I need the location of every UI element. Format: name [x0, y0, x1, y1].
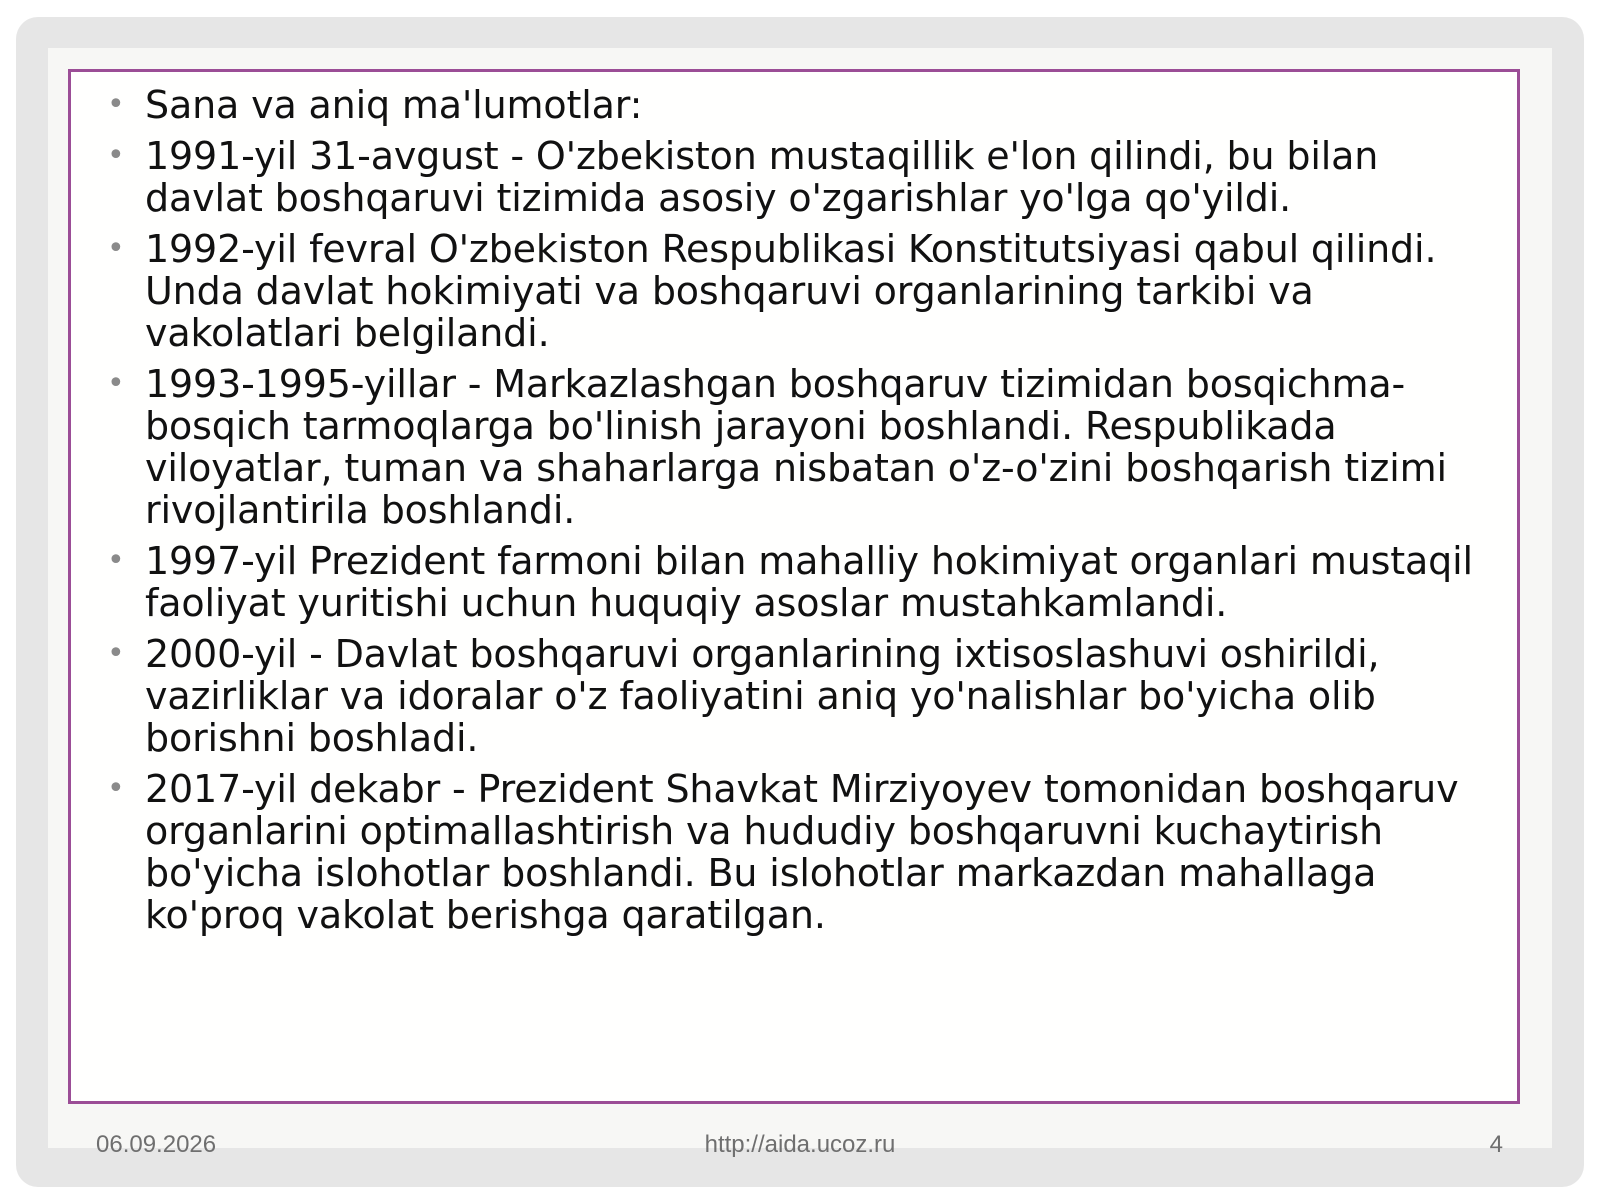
- bullet-dot-icon: •: [107, 636, 125, 671]
- bullet-dot-icon: •: [107, 543, 125, 578]
- bullet-item: [107, 632, 1497, 760]
- page-number: 4: [1489, 1131, 1503, 1158]
- bullet-text: 1997-yil Prezident farmoni bilan mahalliy hokimiyat organlari mustaqil faoliyat yuritishi uchun huquqiy asoslar mustahkamlandi.: [145, 539, 1473, 625]
- bullet-item: [107, 83, 1497, 127]
- bullet-text: Sana va aniq ma'lumotlar:: [145, 83, 643, 127]
- bullet-text: 1992-yil fevral O'zbekiston Respublikasi Konstitutsiyasi qabul qilindi. Unda davlat hokimiyati va boshqaruvi organlarining tarkibi va vakolatlari belgilandi.: [145, 227, 1437, 355]
- bullet-item: [107, 767, 1497, 937]
- bullet-text: 1991-yil 31-avgust - O'zbekiston mustaqillik e'lon qilindi, bu bilan davlat boshqaruvi tizimida asosiy o'zgarishlar yo'lga qo'yildi.: [145, 134, 1379, 220]
- bullet-text: 2017-yil dekabr - Prezident Shavkat Mirziyoyev tomonidan boshqaruv organlarini optimallashtirish va hududiy boshqaruvni kuchaytirish bo'yicha islohotlar boshlandi. Bu islohotlar markazdan mahallaga ko'proq vakolat berishga qaratilgan.: [145, 767, 1459, 937]
- bullet-dot-icon: •: [107, 231, 125, 266]
- bullet-text: 2000-yil - Davlat boshqaruvi organlarining ixtisoslashuvi oshirildi, vazirliklar va idoralar o'z faoliyatini aniq yo'nalishlar bo'yicha olib borishni boshladi.: [145, 632, 1380, 760]
- footer-date: 06.09.2026: [96, 1131, 217, 1158]
- bullet-text: 1993-1995-yillar - Markazlashgan boshqaruv tizimidan bosqichma-bosqich tarmoqlarga bo'linish jarayoni boshlandi. Respublikada viloyatlar, tuman va shaharlarga nisbatan o'z-o'zini boshqarish tizimi rivojlantirila boshlandi.: [145, 362, 1447, 532]
- bullet-dot-icon: •: [107, 366, 125, 401]
- bullet-item: [107, 362, 1497, 532]
- bullet-item: [107, 227, 1497, 355]
- footer-url: http://aida.ucoz.ru: [704, 1131, 896, 1158]
- bullet-item: [107, 134, 1497, 220]
- bullet-dot-icon: •: [107, 771, 125, 806]
- bullet-dot-icon: •: [107, 87, 125, 122]
- content-box: [68, 69, 1520, 1104]
- bullet-dot-icon: •: [107, 138, 125, 173]
- bullet-item: [107, 539, 1497, 625]
- bullet-list: [71, 72, 1517, 936]
